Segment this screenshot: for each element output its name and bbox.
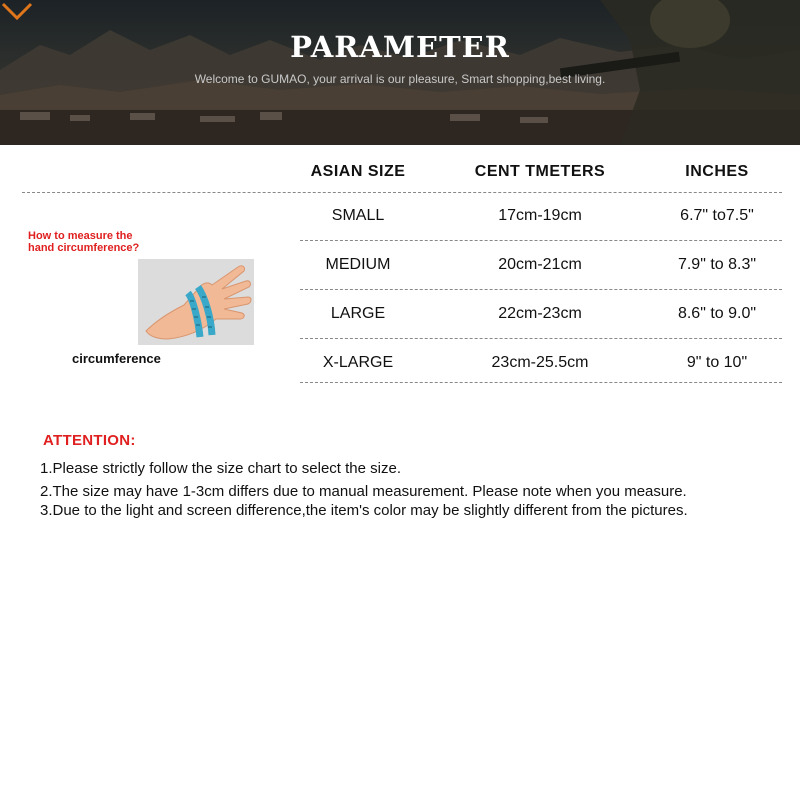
attention-note: 2.The size may have 1-3cm differs due to manual measurement. Please note when you measure.	[40, 483, 687, 500]
size-cell: SMALL	[331, 207, 385, 224]
inch-cell: 9" to 10"	[686, 354, 748, 371]
inch-cell: 6.7" to7.5"	[680, 207, 754, 224]
inch-cell: 8.6" to 9.0"	[677, 305, 757, 322]
chevron-down-icon	[0, 0, 34, 22]
column-header-inches: INCHES	[685, 163, 749, 180]
column-header-size: ASIAN SIZE	[310, 163, 406, 180]
size-cell: MEDIUM	[325, 256, 391, 273]
table-divider	[300, 382, 782, 383]
inch-cell: 7.9" to 8.3"	[677, 256, 757, 273]
cm-cell: 22cm-23cm	[498, 305, 582, 322]
how-to-measure-label	[28, 230, 178, 254]
header-banner	[0, 0, 800, 145]
table-divider	[300, 240, 782, 241]
table-divider	[22, 192, 782, 193]
column-header-centimeters: CENT TMETERS	[474, 163, 606, 180]
how-to-line: hand circumference?	[28, 242, 140, 254]
attention-note: 3.Due to the light and screen difference,the item's color may be slightly different from the pictures.	[40, 502, 688, 519]
cm-cell: 17cm-19cm	[498, 207, 582, 224]
circumference-caption: circumference	[72, 351, 161, 366]
attention-note: 1.Please strictly follow the size chart to select the size.	[40, 460, 401, 477]
cm-cell: 20cm-21cm	[498, 256, 582, 273]
table-divider	[300, 289, 782, 290]
banner-title: PARAMETER	[290, 30, 510, 64]
hand-measurement-image	[138, 259, 254, 345]
size-cell: X-LARGE	[322, 354, 394, 371]
cm-cell: 23cm-25.5cm	[491, 354, 589, 371]
banner-subtitle: Welcome to GUMAO, your arrival is our pleasure, Smart shopping,best living.	[194, 72, 606, 86]
how-to-line: How to measure the	[28, 230, 133, 242]
size-cell: LARGE	[330, 305, 386, 322]
table-divider	[300, 338, 782, 339]
attention-title: ATTENTION:	[43, 432, 136, 449]
